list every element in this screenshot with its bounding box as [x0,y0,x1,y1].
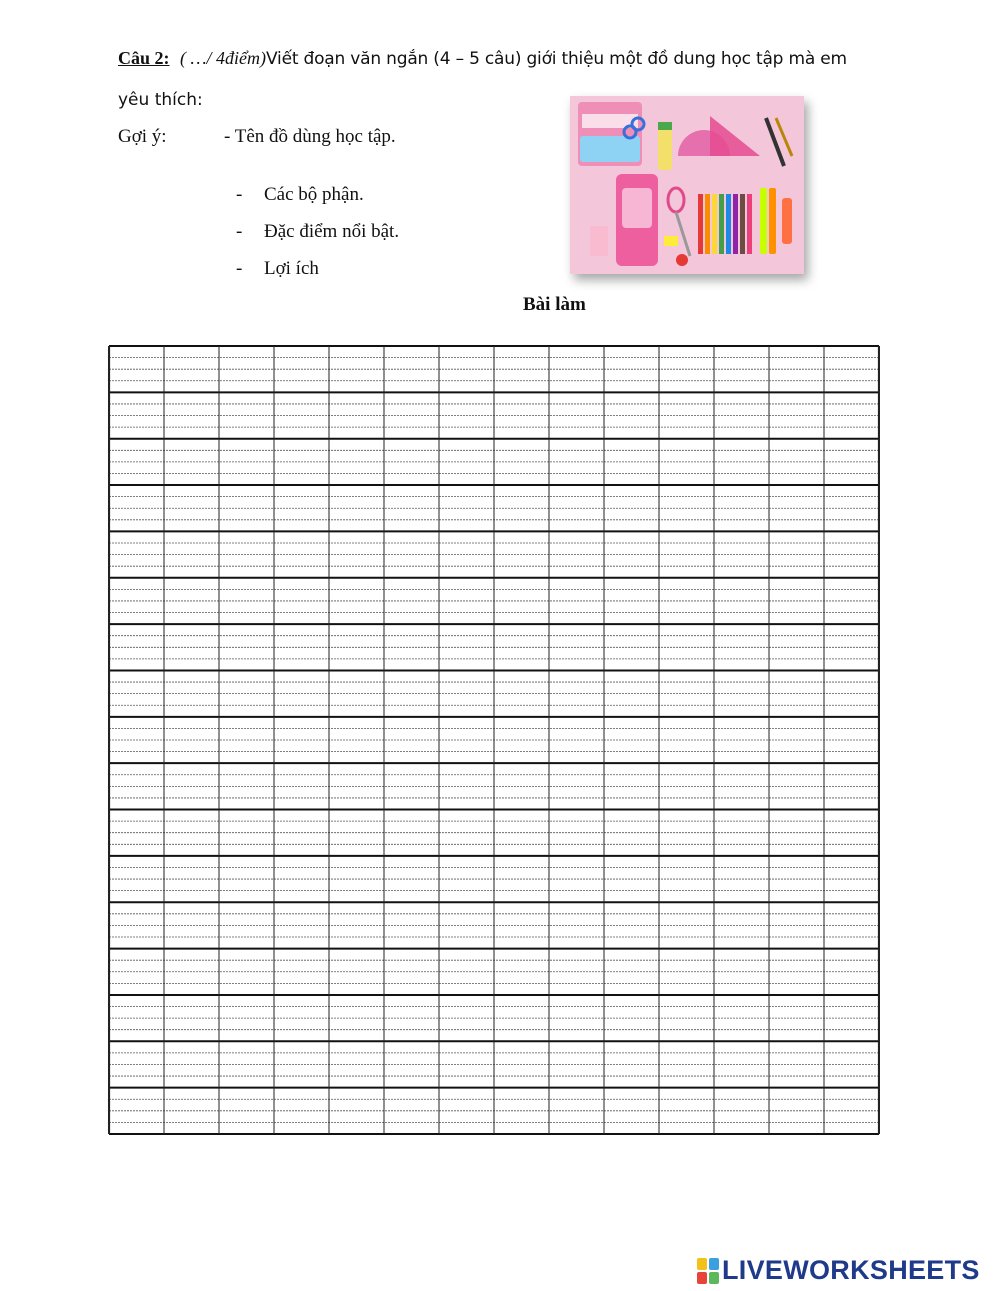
hint-item-name: - Tên đồ dùng học tập. [224,126,396,147]
school-supplies-illustration [570,96,804,274]
logo-text: LIVEWORKSHEETS [722,1255,980,1285]
hint-item: - Các bộ phận. [236,184,364,205]
question-label: Câu 2: [118,48,170,68]
question-text: Viết đoạn văn ngắn (4 – 5 câu) giới thiệu một đồ dung học tập mà em [266,49,847,69]
hint-item: - Đặc điểm nổi bật. [236,221,400,242]
question-score: ( …/ 4điểm) [180,48,266,68]
hint-list [236,183,399,294]
question-line [118,48,847,69]
liveworksheets-logo [697,1255,980,1286]
hint-label: Gợi ý: [118,126,167,147]
hint-item: - Lợi ích [236,258,319,279]
logo-mark-icon [697,1258,719,1284]
answer-title: Bài làm [523,294,586,315]
question-text-continued: yêu thích: [118,90,203,110]
school-supplies-photo [570,96,804,274]
writing-grid[interactable] [108,345,880,1135]
